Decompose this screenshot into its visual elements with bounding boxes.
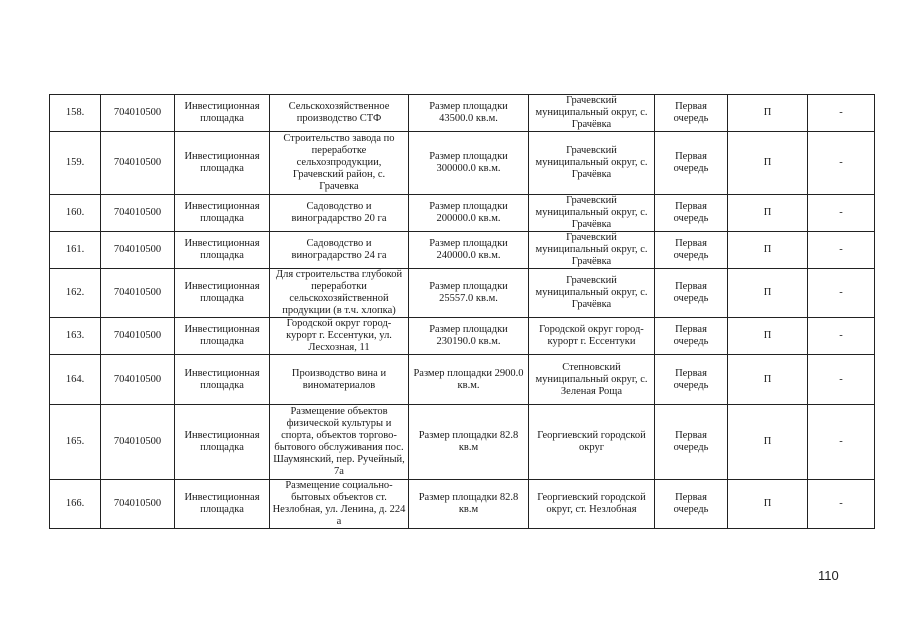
priority-cell: Первая очередь <box>655 480 728 529</box>
row-number: 166. <box>50 480 101 529</box>
code-cell: 704010500 <box>101 405 175 480</box>
mark-cell: П <box>728 132 808 195</box>
size-cell: Размер площадки 25557.0 кв.м. <box>409 269 529 318</box>
type-cell: Инвестиционная площадка <box>175 480 270 529</box>
priority-cell: Первая очередь <box>655 195 728 232</box>
priority-cell: Первая очередь <box>655 355 728 405</box>
code-cell: 704010500 <box>101 132 175 195</box>
size-cell: Размер площадки 82.8 кв.м <box>409 405 529 480</box>
type-cell: Инвестиционная площадка <box>175 269 270 318</box>
size-cell: Размер площадки 43500.0 кв.м. <box>409 95 529 132</box>
mark-cell: П <box>728 195 808 232</box>
row-number: 165. <box>50 405 101 480</box>
name-cell: Для строительства глубокой переработки сельскохозяйственной продукции (в т.ч. хлопка) <box>270 269 409 318</box>
name-cell: Садоводство и виноградарство 24 га <box>270 232 409 269</box>
priority-cell: Первая очередь <box>655 269 728 318</box>
mark-cell: П <box>728 405 808 480</box>
mark-cell: П <box>728 95 808 132</box>
table-row <box>50 318 875 355</box>
note-cell: - <box>808 355 875 405</box>
mark-cell: П <box>728 355 808 405</box>
page-number: 110 <box>818 568 839 583</box>
table-row <box>50 269 875 318</box>
name-cell: Садоводство и виноградарство 20 га <box>270 195 409 232</box>
size-cell: Размер площадки 200000.0 кв.м. <box>409 195 529 232</box>
table-row <box>50 480 875 529</box>
location-cell: Георгиевский городской округ, ст. Незлобная <box>529 480 655 529</box>
mark-cell: П <box>728 232 808 269</box>
table-row <box>50 132 875 195</box>
table-row <box>50 232 875 269</box>
location-cell: Грачевский муниципальный округ, с. Грачёвка <box>529 269 655 318</box>
table-row <box>50 95 875 132</box>
type-cell: Инвестиционная площадка <box>175 95 270 132</box>
code-cell: 704010500 <box>101 480 175 529</box>
note-cell: - <box>808 480 875 529</box>
type-cell: Инвестиционная площадка <box>175 405 270 480</box>
code-cell: 704010500 <box>101 195 175 232</box>
name-cell: Сельскохозяйственное производство СТФ <box>270 95 409 132</box>
row-number: 159. <box>50 132 101 195</box>
location-cell: Грачевский муниципальный округ, с. Грачёвка <box>529 95 655 132</box>
code-cell: 704010500 <box>101 269 175 318</box>
note-cell: - <box>808 95 875 132</box>
note-cell: - <box>808 132 875 195</box>
priority-cell: Первая очередь <box>655 95 728 132</box>
type-cell: Инвестиционная площадка <box>175 232 270 269</box>
table-row <box>50 405 875 480</box>
row-number: 158. <box>50 95 101 132</box>
row-number: 162. <box>50 269 101 318</box>
location-cell: Георгиевский городской округ <box>529 405 655 480</box>
location-cell: Городской округ город-курорт г. Ессентуки <box>529 318 655 355</box>
size-cell: Размер площадки 300000.0 кв.м. <box>409 132 529 195</box>
location-cell: Степновский муниципальный округ, с. Зеленая Роща <box>529 355 655 405</box>
size-cell: Размер площадки 240000.0 кв.м. <box>409 232 529 269</box>
mark-cell: П <box>728 318 808 355</box>
name-cell: Размещение социально-бытовых объектов ст. Незлобная, ул. Ленина, д. 224 а <box>270 480 409 529</box>
priority-cell: Первая очередь <box>655 232 728 269</box>
investment-sites-table <box>49 94 875 529</box>
priority-cell: Первая очередь <box>655 405 728 480</box>
table-row <box>50 355 875 405</box>
type-cell: Инвестиционная площадка <box>175 355 270 405</box>
table-body <box>50 95 875 529</box>
name-cell: Производство вина и виноматериалов <box>270 355 409 405</box>
size-cell: Размер площадки 230190.0 кв.м. <box>409 318 529 355</box>
location-cell: Грачевский муниципальный округ, с. Грачёвка <box>529 132 655 195</box>
mark-cell: П <box>728 269 808 318</box>
name-cell: Городской округ город-курорт г. Ессентуки, ул. Лесхозная, 11 <box>270 318 409 355</box>
note-cell: - <box>808 269 875 318</box>
mark-cell: П <box>728 480 808 529</box>
table-row <box>50 195 875 232</box>
row-number: 164. <box>50 355 101 405</box>
note-cell: - <box>808 232 875 269</box>
name-cell: Строительство завода по переработке сельхозпродукции, Грачевский район, с. Грачевка <box>270 132 409 195</box>
location-cell: Грачевский муниципальный округ, с. Грачёвка <box>529 195 655 232</box>
type-cell: Инвестиционная площадка <box>175 318 270 355</box>
priority-cell: Первая очередь <box>655 318 728 355</box>
type-cell: Инвестиционная площадка <box>175 132 270 195</box>
note-cell: - <box>808 405 875 480</box>
row-number: 160. <box>50 195 101 232</box>
name-cell: Размещение объектов физической культуры и спорта, объектов торгово-бытового обслуживания пос. Шаумянский, пер. Ручейный, 7а <box>270 405 409 480</box>
location-cell: Грачевский муниципальный округ, с. Грачёвка <box>529 232 655 269</box>
code-cell: 704010500 <box>101 95 175 132</box>
size-cell: Размер площадки 2900.0 кв.м. <box>409 355 529 405</box>
size-cell: Размер площадки 82.8 кв.м <box>409 480 529 529</box>
note-cell: - <box>808 195 875 232</box>
priority-cell: Первая очередь <box>655 132 728 195</box>
row-number: 161. <box>50 232 101 269</box>
type-cell: Инвестиционная площадка <box>175 195 270 232</box>
code-cell: 704010500 <box>101 232 175 269</box>
code-cell: 704010500 <box>101 318 175 355</box>
code-cell: 704010500 <box>101 355 175 405</box>
note-cell: - <box>808 318 875 355</box>
row-number: 163. <box>50 318 101 355</box>
